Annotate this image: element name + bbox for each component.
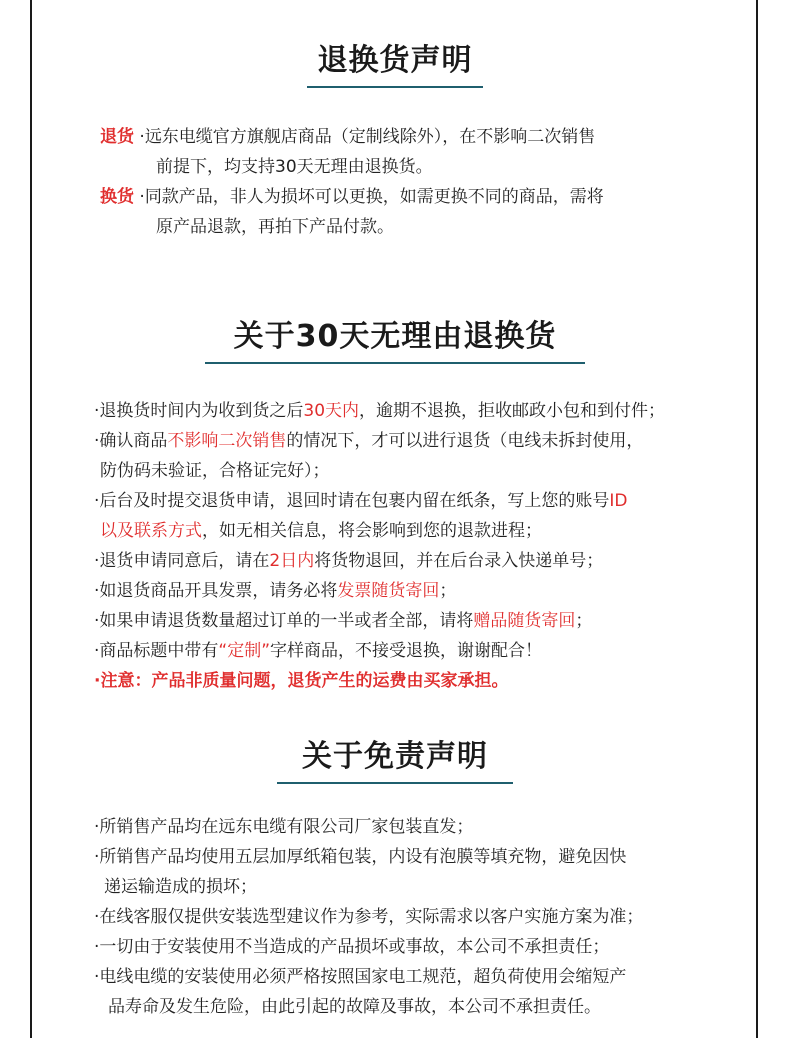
item-text: ； [439, 581, 457, 601]
item-text: · [94, 671, 101, 691]
item-text: ·退换货时间内为收到货之后 [94, 401, 304, 421]
item-text: 将货物退回，并在后台录入快递单号； [314, 551, 604, 571]
title-underline [307, 86, 483, 88]
separator-dot: · [139, 127, 145, 147]
notice-text: 注意：产品非质量问题，退货产生的运费由买家承担。 [100, 671, 509, 691]
title-underline [205, 362, 585, 364]
highlight-text: 赠品随货寄回 [473, 611, 576, 631]
list-item [94, 486, 744, 546]
item-text: ； [575, 611, 593, 631]
thirty-day-list [94, 396, 744, 696]
highlight-text: 不影响二次销售 [167, 431, 287, 451]
item-text: 字样商品，不接受退换，谢谢配合！ [270, 641, 543, 661]
list-item [94, 396, 744, 426]
highlight-text: 以及联系方式 [100, 521, 202, 541]
return-policy [100, 122, 595, 182]
list-item [94, 546, 744, 576]
list-item [94, 576, 744, 606]
item-text: ·退货申请同意后，请在 [94, 551, 270, 571]
item-text: ，逾期不退换，拒收邮政小包和到付件； [359, 401, 666, 421]
item-text: ·如退货商品开具发票，请务必将 [94, 581, 338, 601]
list-item [94, 812, 744, 842]
list-item-notice [94, 666, 744, 696]
item-text: 防伪码未验证，合格证完好）； [100, 461, 330, 481]
item-text: ·确认商品 [94, 431, 168, 451]
section-title: 退换货声明 [317, 43, 473, 78]
item-text: ，如无相关信息，将会影响到您的退款进程； [202, 521, 542, 541]
separator-dot: · [139, 187, 145, 207]
item-text: ·如果申请退货数量超过订单的一半或者全部，请将 [94, 611, 474, 631]
highlight-text: “定制” [218, 641, 271, 661]
exchange-line-2: 原产品退款，再拍下产品付款。 [156, 217, 394, 237]
section-heading-30-day [0, 318, 790, 364]
section-heading-statement [0, 42, 790, 88]
list-item [94, 426, 744, 486]
list-item [94, 606, 744, 636]
item-text: ·电线电缆的安装使用必须严格按照国家电工规范，超负荷使用会缩短产 [94, 967, 627, 987]
return-line-2: 前提下，均支持30天无理由退换货。 [156, 157, 433, 177]
section-heading-disclaimer [0, 738, 790, 784]
exchange-line-1: 同款产品，非人为损坏可以更换，如需更换不同的商品，需将 [144, 187, 604, 207]
exchange-policy [100, 182, 604, 242]
item-text: ·商品标题中带有 [94, 641, 219, 661]
item-text: ·后台及时提交退货申请，退回时请在包裹内留在纸条，写上您的账号 [94, 491, 610, 511]
section-title: 关于30天无理由退换货 [233, 319, 557, 354]
item-text: ·所销售产品均使用五层加厚纸箱包装，内设有泡膜等填充物，避免因快 [94, 847, 627, 867]
item-text: 品寿命及发生危险，由此引起的故障及事故，本公司不承担责任。 [108, 997, 601, 1017]
list-item [94, 902, 744, 932]
item-text: 的情况下，才可以进行退货（电线未拆封使用， [286, 431, 644, 451]
list-item [94, 932, 744, 962]
item-text: 递运输造成的损坏； [104, 877, 257, 897]
highlight-text: 30天内 [303, 401, 360, 421]
highlight-text: 2日内 [269, 551, 315, 571]
return-label: 退货 [100, 127, 134, 147]
highlight-text: ID [609, 491, 628, 511]
title-underline [277, 782, 513, 784]
exchange-label: 换货 [100, 187, 134, 207]
item-text: ·所销售产品均在远东电缆有限公司厂家包装直发； [94, 817, 474, 837]
disclaimer-list [94, 812, 744, 1022]
list-item [94, 636, 744, 666]
item-text: ·一切由于安装使用不当造成的产品损坏或事故，本公司不承担责任； [94, 937, 610, 957]
section-title: 关于免责声明 [302, 739, 488, 774]
list-item [94, 842, 744, 902]
item-text: ·在线客服仅提供安装选型建议作为参考，实际需求以客户实施方案为准； [94, 907, 644, 927]
list-item [94, 962, 744, 1022]
return-line-1: 远东电缆官方旗舰店商品（定制线除外），在不影响二次销售 [144, 127, 596, 147]
highlight-text: 发票随货寄回 [337, 581, 440, 601]
